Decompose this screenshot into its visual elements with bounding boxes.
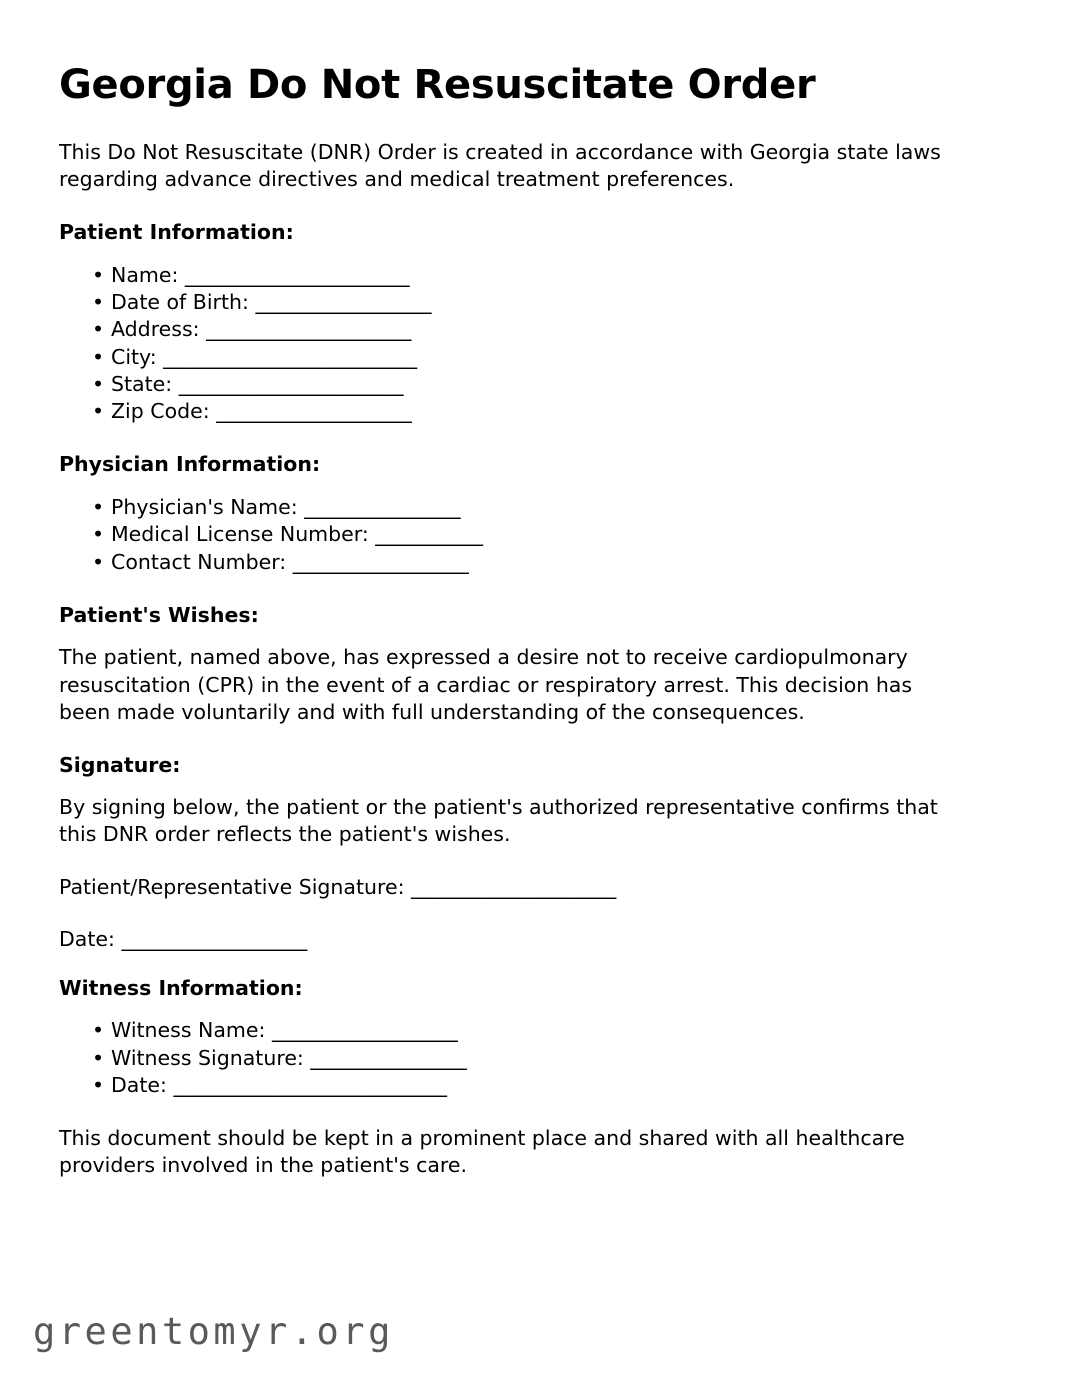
patient-information-heading: Patient Information:: [59, 220, 294, 245]
field-label: State:: [111, 371, 173, 396]
site-watermark: greentomyr.org: [33, 1310, 394, 1353]
physician-information-heading: Physician Information:: [59, 452, 321, 477]
list-item: [59, 521, 1004, 548]
signature-date-line: [59, 926, 1004, 953]
field-label: Name:: [111, 262, 179, 287]
field-blank[interactable]: _____________________: [206, 317, 411, 342]
signature-date-label: Date:: [59, 926, 115, 951]
field-label: Witness Signature:: [111, 1045, 304, 1070]
field-blank[interactable]: __________________________: [163, 344, 417, 369]
list-item: [59, 1045, 1004, 1072]
signature-heading: Signature:: [59, 752, 181, 777]
patients-wishes-heading: Patient's Wishes:: [59, 602, 259, 627]
field-blank[interactable]: ____________________________: [173, 1072, 447, 1097]
field-label: City:: [111, 344, 157, 369]
field-blank[interactable]: __________________: [292, 549, 469, 574]
list-item: [59, 1072, 1004, 1099]
field-label: Address:: [111, 317, 200, 342]
field-blank[interactable]: ________________: [310, 1045, 467, 1070]
closing-paragraph: This document should be kept in a prominent place and shared with all healthcare providers involved in the patient's care.: [59, 1126, 905, 1178]
signature-date-blank[interactable]: ___________________: [121, 926, 307, 951]
patient-signature-line: [59, 874, 1004, 901]
list-item: [59, 398, 1004, 425]
witness-information-list: [59, 1017, 1004, 1099]
field-blank[interactable]: __________________: [255, 290, 431, 315]
field-blank[interactable]: ________________: [304, 495, 461, 520]
witness-information-heading: Witness Information:: [59, 975, 303, 1000]
list-item: [59, 316, 1004, 343]
field-label: Date of Birth:: [111, 290, 249, 315]
field-blank[interactable]: _______________________: [184, 262, 410, 287]
list-item: [59, 494, 1004, 521]
field-blank[interactable]: _______________________: [178, 371, 403, 396]
signature-paragraph: By signing below, the patient or the patient's authorized representative confirms that this DNR order reflects the patient's wishes.: [59, 795, 938, 847]
list-item: [59, 262, 1004, 289]
field-label: Contact Number:: [111, 549, 287, 574]
list-item: [59, 1017, 1004, 1044]
field-label: Witness Name:: [111, 1018, 266, 1043]
patients-wishes-paragraph: The patient, named above, has expressed a desire not to receive cardiopulmonary resuscitation (CPR) in the event of a cardiac or respiratory arrest. This decision has been made voluntarily and with full understanding of the consequences.: [59, 645, 913, 724]
physician-information-list: [59, 494, 1004, 576]
patient-information-list: [59, 262, 1004, 426]
list-item: [59, 344, 1004, 371]
field-label: Date:: [111, 1072, 167, 1097]
field-blank[interactable]: ___________________: [271, 1018, 458, 1043]
patient-signature-label: Patient/Representative Signature:: [59, 875, 405, 900]
field-label: Zip Code:: [111, 399, 210, 424]
patient-signature-blank[interactable]: _____________________: [411, 875, 616, 900]
field-blank[interactable]: ____________________: [216, 399, 412, 424]
page-title: Georgia Do Not Resuscitate Order: [59, 62, 816, 108]
field-blank[interactable]: ___________: [375, 522, 483, 547]
list-item: [59, 289, 1004, 316]
intro-paragraph: This Do Not Resuscitate (DNR) Order is created in accordance with Georgia state laws regarding advance directives and medical treatment preferences.: [59, 140, 941, 192]
document-content: [59, 62, 1004, 1205]
list-item: [59, 371, 1004, 398]
field-label: Physician's Name:: [111, 495, 298, 520]
field-label: Medical License Number:: [111, 522, 369, 547]
list-item: [59, 549, 1004, 576]
